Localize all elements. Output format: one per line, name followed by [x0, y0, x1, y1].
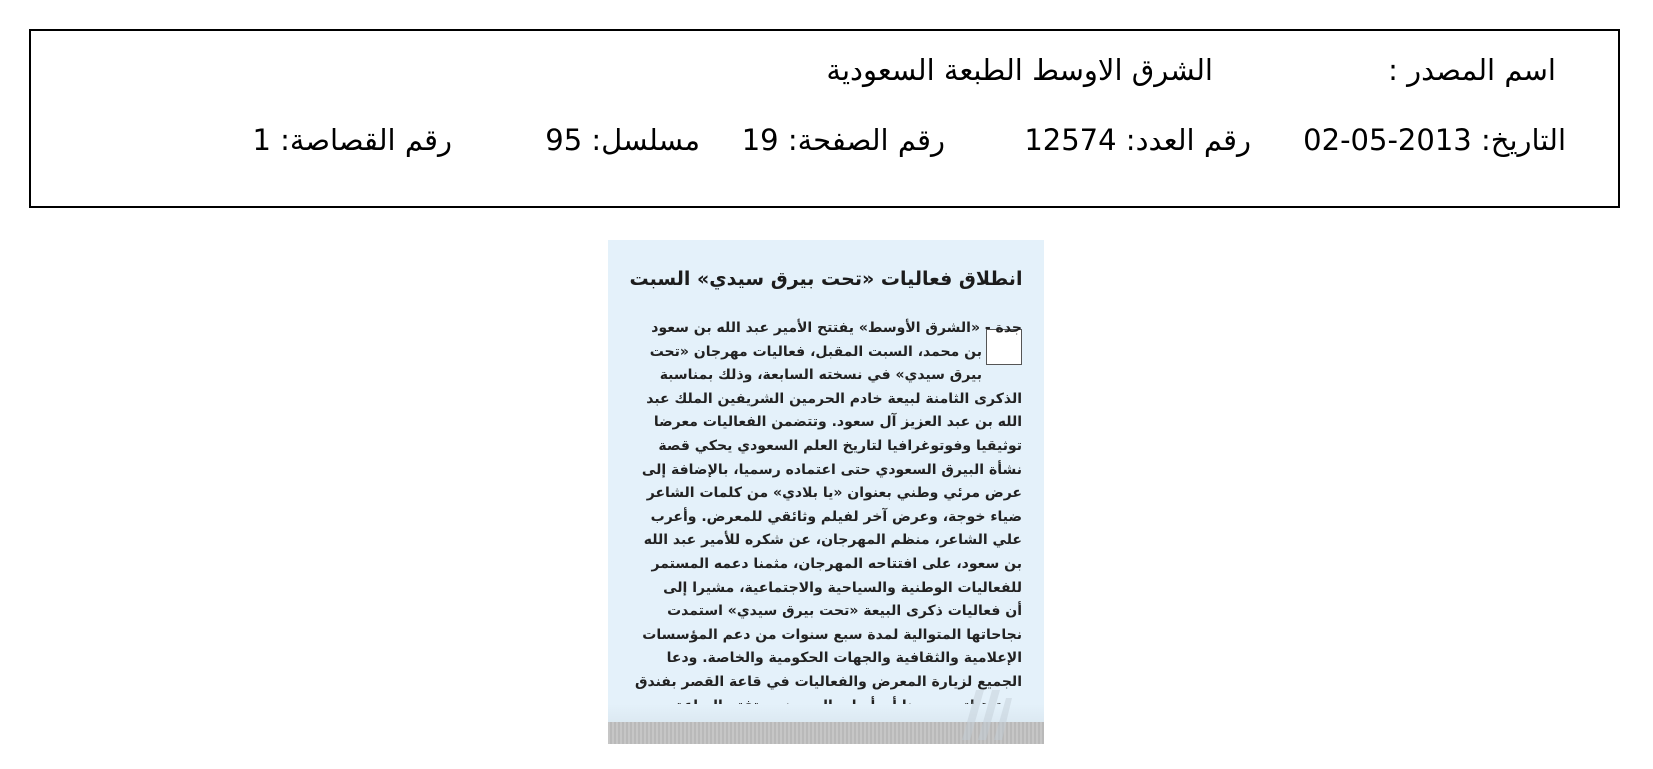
article-line: علي الشاعر، منظم المهرجان، عن شكره للأمير عبد الله: [643, 532, 1022, 549]
article-line: توثيقيا وفوتوغرافيا لتاريخ العلم السعودي يحكي قصة: [658, 437, 1022, 454]
serial-field: مسلسل: 95: [545, 123, 700, 157]
source-value: الشرق الاوسط الطبعة السعودية: [826, 53, 1213, 87]
article-line: الجميع لزيارة المعرض والفعاليات في قاعة القصر بفندق: [634, 673, 1022, 690]
page-number-field: رقم الصفحة: 19: [741, 123, 945, 157]
article-line: بيرق سيدي» في نسخته السابعة، وذلك بمناسبة: [659, 367, 982, 384]
article-line: للفعاليات الوطنية والسياحية والاجتماعية، مشيرا إلى: [663, 579, 1022, 596]
article-body: [630, 317, 1022, 742]
newspaper-clipping: [608, 240, 1044, 744]
article-line: نجاحاتها المتوالية لمدة سبع سنوات من دعم المؤسسات: [642, 626, 1022, 643]
article-line: عرض مرئي وطني بعنوان «يا بلادي» من كلمات الشاعر: [646, 485, 1022, 502]
issue-number-field: رقم العدد: 12574: [1024, 123, 1251, 157]
article-line: الذكرى الثامنة لبيعة خادم الحرمين الشريفين الملك عبد: [646, 390, 1022, 407]
article-line: جدة - «الشرق الأوسط» يفتتح الأمير عبد الله بن سعود: [651, 320, 1022, 336]
article-line: بن سعود، على افتتاحه المهرجان، مثمنا دعمه المستمر: [651, 555, 1022, 572]
article-line: ضياء خوجة، وعرض آخر لفيلم وثائقي للمعرض. وأعرب: [650, 508, 1022, 525]
article-line: الله بن عبد العزيز آل سعود. وتتضمن الفعاليات معرضا: [653, 414, 1022, 431]
source-label: اسم المصدر :: [1388, 53, 1556, 87]
watermark-icon: [956, 686, 1012, 740]
clip-number-field: رقم القصاصة: 1: [252, 123, 452, 157]
article-line: أن فعاليات ذكرى البيعة «تحت بيرق سيدي» استمدت: [667, 603, 1022, 620]
article-line: الإعلامية والثقافية والجهات الحكومية والخاصة. ودعا: [666, 650, 1022, 667]
source-metadata-box: [29, 29, 1620, 208]
article-title: انطلاق فعاليات «تحت بيرق سيدي» السبت: [629, 268, 1023, 290]
article-line: بن محمد، السبت المقبل، فعاليات مهرجان «تحت: [649, 343, 982, 360]
date-field: التاريخ: 2013-05-02: [1303, 123, 1566, 157]
article-line: نشأة البيرق السعودي حتى اعتماده رسميا، بالإضافة إلى: [641, 461, 1022, 478]
